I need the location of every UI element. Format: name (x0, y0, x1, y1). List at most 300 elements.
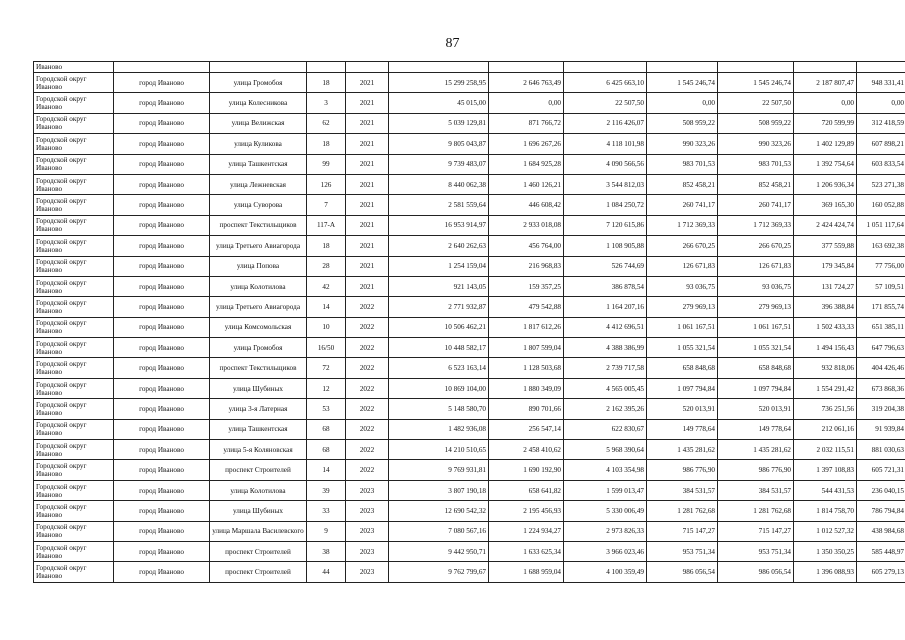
amount-2-cell: 2 458 410,62 (489, 440, 564, 460)
city-cell: город Иваново (114, 113, 210, 133)
street-cell: улица Колесникова (210, 93, 307, 113)
amount-2-cell: 658 641,82 (489, 480, 564, 500)
municipality-cell: Городской округ Иваново (34, 215, 114, 235)
empty-cell (210, 62, 307, 73)
amount-3-cell: 622 830,67 (564, 419, 647, 439)
street-cell: улица Третьего Авиагорода (210, 236, 307, 256)
amount-2-cell: 2 933 018,08 (489, 215, 564, 235)
amount-2-cell: 1 128 503,68 (489, 358, 564, 378)
municipality-cell: Иваново (34, 62, 114, 73)
city-cell: город Иваново (114, 236, 210, 256)
empty-cell (389, 62, 489, 73)
street-cell: улица Суворова (210, 195, 307, 215)
amount-4-cell: 1 061 167,51 (647, 317, 718, 337)
amount-6-cell: 0,00 (794, 93, 857, 113)
total-cost-cell: 45 015,00 (389, 93, 489, 113)
amount-7-cell: 647 796,63 (857, 338, 905, 358)
municipality-cell: Городской округ Иваново (34, 256, 114, 276)
house-number-cell: 10 (307, 317, 346, 337)
city-cell: город Иваново (114, 215, 210, 235)
municipality-cell: Городской округ Иваново (34, 440, 114, 460)
city-cell: город Иваново (114, 440, 210, 460)
city-cell: город Иваново (114, 195, 210, 215)
amount-3-cell: 6 425 663,10 (564, 73, 647, 93)
total-cost-cell: 921 143,05 (389, 276, 489, 296)
total-cost-cell: 10 869 104,00 (389, 378, 489, 398)
table-row (34, 440, 905, 460)
street-cell: улица Попова (210, 256, 307, 276)
amount-2-cell: 1 633 625,34 (489, 541, 564, 561)
amount-4-cell: 266 670,25 (647, 236, 718, 256)
table-row (34, 73, 905, 93)
table-row (34, 297, 905, 317)
year-cell: 2023 (346, 521, 389, 541)
amount-5-cell: 953 751,34 (718, 541, 794, 561)
municipality-cell: Городской округ Иваново (34, 276, 114, 296)
amount-5-cell: 22 507,50 (718, 93, 794, 113)
year-cell: 2022 (346, 440, 389, 460)
amount-3-cell: 4 100 359,49 (564, 562, 647, 582)
amount-2-cell: 1 684 925,28 (489, 154, 564, 174)
house-number-cell: 62 (307, 113, 346, 133)
amount-2-cell: 446 608,42 (489, 195, 564, 215)
amount-2-cell: 0,00 (489, 93, 564, 113)
table-row (34, 93, 905, 113)
amount-4-cell: 715 147,27 (647, 521, 718, 541)
municipality-cell: Городской округ Иваново (34, 338, 114, 358)
amount-7-cell: 603 833,54 (857, 154, 905, 174)
amount-2-cell: 1 696 267,26 (489, 134, 564, 154)
house-number-cell: 39 (307, 480, 346, 500)
table-row (34, 195, 905, 215)
street-cell: улица 3-я Латерная (210, 399, 307, 419)
municipality-cell: Городской округ Иваново (34, 460, 114, 480)
table-row (34, 358, 905, 378)
city-cell: город Иваново (114, 93, 210, 113)
amount-2-cell: 159 357,25 (489, 276, 564, 296)
city-cell: город Иваново (114, 134, 210, 154)
municipality-cell: Городской округ Иваново (34, 399, 114, 419)
house-number-cell: 38 (307, 541, 346, 561)
municipality-cell: Городской округ Иваново (34, 480, 114, 500)
city-cell: город Иваново (114, 276, 210, 296)
amount-7-cell: 312 418,59 (857, 113, 905, 133)
year-cell: 2022 (346, 460, 389, 480)
amount-6-cell: 179 345,84 (794, 256, 857, 276)
amount-4-cell: 508 959,22 (647, 113, 718, 133)
street-cell: проспект Строителей (210, 562, 307, 582)
amount-7-cell: 319 204,38 (857, 399, 905, 419)
table-row (34, 276, 905, 296)
amount-5-cell: 1 545 246,74 (718, 73, 794, 93)
amount-7-cell: 163 692,38 (857, 236, 905, 256)
amount-6-cell: 736 251,56 (794, 399, 857, 419)
house-number-cell: 44 (307, 562, 346, 582)
table-row (34, 460, 905, 480)
house-number-cell: 68 (307, 419, 346, 439)
year-cell: 2023 (346, 501, 389, 521)
amount-4-cell: 384 531,57 (647, 480, 718, 500)
amount-3-cell: 4 090 566,56 (564, 154, 647, 174)
total-cost-cell: 6 523 163,14 (389, 358, 489, 378)
amount-5-cell: 1 061 167,51 (718, 317, 794, 337)
amount-7-cell: 651 385,11 (857, 317, 905, 337)
amount-7-cell: 523 271,38 (857, 174, 905, 194)
amount-5-cell: 266 670,25 (718, 236, 794, 256)
municipality-cell: Городской округ Иваново (34, 174, 114, 194)
total-cost-cell: 9 805 043,87 (389, 134, 489, 154)
amount-3-cell: 4 388 386,99 (564, 338, 647, 358)
amount-4-cell: 658 848,68 (647, 358, 718, 378)
amount-6-cell: 932 818,06 (794, 358, 857, 378)
total-cost-cell: 1 482 936,08 (389, 419, 489, 439)
amount-4-cell: 260 741,17 (647, 195, 718, 215)
table-row (34, 338, 905, 358)
table-row (34, 236, 905, 256)
municipality-cell: Городской округ Иваново (34, 113, 114, 133)
street-cell: проспект Строителей (210, 541, 307, 561)
amount-7-cell: 607 898,21 (857, 134, 905, 154)
table-row (34, 399, 905, 419)
year-cell: 2022 (346, 358, 389, 378)
total-cost-cell: 9 442 950,71 (389, 541, 489, 561)
amount-5-cell: 852 458,21 (718, 174, 794, 194)
amount-2-cell: 1 690 192,90 (489, 460, 564, 480)
amount-5-cell: 384 531,57 (718, 480, 794, 500)
year-cell: 2021 (346, 256, 389, 276)
amount-5-cell: 520 013,91 (718, 399, 794, 419)
amount-7-cell: 948 331,41 (857, 73, 905, 93)
amount-4-cell: 279 969,13 (647, 297, 718, 317)
year-cell: 2021 (346, 73, 389, 93)
empty-cell (307, 62, 346, 73)
table-row (34, 154, 905, 174)
amount-7-cell: 438 984,68 (857, 521, 905, 541)
amount-5-cell: 986 776,90 (718, 460, 794, 480)
municipality-cell: Городской округ Иваново (34, 317, 114, 337)
amount-4-cell: 0,00 (647, 93, 718, 113)
amount-6-cell: 1 397 108,83 (794, 460, 857, 480)
empty-cell (564, 62, 647, 73)
amount-7-cell: 171 855,74 (857, 297, 905, 317)
table-row (34, 134, 905, 154)
amount-5-cell: 1 055 321,54 (718, 338, 794, 358)
amount-7-cell: 236 040,15 (857, 480, 905, 500)
amount-7-cell: 585 448,97 (857, 541, 905, 561)
street-cell: улица Шубиных (210, 501, 307, 521)
city-cell: город Иваново (114, 154, 210, 174)
amount-7-cell: 881 030,63 (857, 440, 905, 460)
street-cell: улица Куликова (210, 134, 307, 154)
street-cell: улица Колотилова (210, 480, 307, 500)
house-number-cell: 53 (307, 399, 346, 419)
amount-4-cell: 852 458,21 (647, 174, 718, 194)
city-cell: город Иваново (114, 562, 210, 582)
empty-cell (489, 62, 564, 73)
street-cell: улица Ташкентская (210, 419, 307, 439)
city-cell: город Иваново (114, 338, 210, 358)
city-cell: город Иваново (114, 317, 210, 337)
table-row (34, 256, 905, 276)
total-cost-cell: 10 506 462,21 (389, 317, 489, 337)
amount-5-cell: 126 671,83 (718, 256, 794, 276)
municipality-cell: Городской округ Иваново (34, 521, 114, 541)
amount-5-cell: 1 281 762,68 (718, 501, 794, 521)
amount-2-cell: 1 460 126,21 (489, 174, 564, 194)
city-cell: город Иваново (114, 256, 210, 276)
amount-2-cell: 456 764,00 (489, 236, 564, 256)
city-cell: город Иваново (114, 541, 210, 561)
street-cell: улица Велижская (210, 113, 307, 133)
amount-6-cell: 1 396 088,93 (794, 562, 857, 582)
amount-7-cell: 673 868,36 (857, 378, 905, 398)
amount-6-cell: 2 424 424,74 (794, 215, 857, 235)
amount-4-cell: 1 712 369,33 (647, 215, 718, 235)
house-number-cell: 117-А (307, 215, 346, 235)
amount-6-cell: 1 502 433,33 (794, 317, 857, 337)
amount-2-cell: 2 195 456,93 (489, 501, 564, 521)
amount-4-cell: 1 435 281,62 (647, 440, 718, 460)
amount-4-cell: 983 701,53 (647, 154, 718, 174)
amount-6-cell: 720 599,99 (794, 113, 857, 133)
house-number-cell: 18 (307, 236, 346, 256)
street-cell: улица Комсомольская (210, 317, 307, 337)
year-cell: 2022 (346, 399, 389, 419)
table-row (34, 378, 905, 398)
empty-cell (857, 62, 905, 73)
year-cell: 2022 (346, 338, 389, 358)
street-cell: улица Громобоя (210, 73, 307, 93)
amount-2-cell: 1 224 934,27 (489, 521, 564, 541)
total-cost-cell: 10 448 582,17 (389, 338, 489, 358)
amount-7-cell: 605 721,31 (857, 460, 905, 480)
amount-4-cell: 1 097 794,84 (647, 378, 718, 398)
amount-7-cell: 1 051 117,64 (857, 215, 905, 235)
amount-3-cell: 5 968 390,64 (564, 440, 647, 460)
amount-5-cell: 715 147,27 (718, 521, 794, 541)
municipality-cell: Городской округ Иваново (34, 134, 114, 154)
year-cell: 2021 (346, 236, 389, 256)
total-cost-cell: 5 039 129,81 (389, 113, 489, 133)
page-number: 87 (445, 36, 460, 51)
table-row (34, 317, 905, 337)
house-number-cell: 18 (307, 73, 346, 93)
amount-3-cell: 1 108 905,88 (564, 236, 647, 256)
amount-3-cell: 4 103 354,98 (564, 460, 647, 480)
total-cost-cell: 14 210 510,65 (389, 440, 489, 460)
city-cell: город Иваново (114, 174, 210, 194)
amount-5-cell: 1 097 794,84 (718, 378, 794, 398)
amount-6-cell: 377 559,88 (794, 236, 857, 256)
amount-4-cell: 1 545 246,74 (647, 73, 718, 93)
amount-4-cell: 953 751,34 (647, 541, 718, 561)
amount-7-cell: 0,00 (857, 93, 905, 113)
year-cell: 2021 (346, 195, 389, 215)
house-number-cell: 3 (307, 93, 346, 113)
amount-3-cell: 386 878,54 (564, 276, 647, 296)
amount-6-cell: 544 431,53 (794, 480, 857, 500)
amount-2-cell: 1 880 349,09 (489, 378, 564, 398)
house-number-cell: 99 (307, 154, 346, 174)
house-number-cell: 126 (307, 174, 346, 194)
total-cost-cell: 9 762 799,67 (389, 562, 489, 582)
city-cell: город Иваново (114, 399, 210, 419)
municipality-cell: Городской округ Иваново (34, 73, 114, 93)
street-cell: улица Громобоя (210, 338, 307, 358)
amount-6-cell: 131 724,27 (794, 276, 857, 296)
table-row (34, 541, 905, 561)
municipality-cell: Городской округ Иваново (34, 236, 114, 256)
amount-4-cell: 93 036,75 (647, 276, 718, 296)
table-row (34, 562, 905, 582)
amount-2-cell: 479 542,88 (489, 297, 564, 317)
amount-2-cell: 871 766,72 (489, 113, 564, 133)
table-row (34, 521, 905, 541)
amount-5-cell: 279 969,13 (718, 297, 794, 317)
street-cell: улица Маршала Василевского (210, 521, 307, 541)
amount-5-cell: 508 959,22 (718, 113, 794, 133)
amount-3-cell: 526 744,69 (564, 256, 647, 276)
municipality-cell: Городской округ Иваново (34, 541, 114, 561)
house-number-cell: 16/50 (307, 338, 346, 358)
total-cost-cell: 7 080 567,16 (389, 521, 489, 541)
house-number-cell: 14 (307, 297, 346, 317)
total-cost-cell: 3 807 190,18 (389, 480, 489, 500)
municipality-cell: Городской округ Иваново (34, 501, 114, 521)
city-cell: город Иваново (114, 419, 210, 439)
municipality-cell: Городской округ Иваново (34, 378, 114, 398)
amount-2-cell: 1 688 959,04 (489, 562, 564, 582)
city-cell: город Иваново (114, 378, 210, 398)
city-cell: город Иваново (114, 460, 210, 480)
amount-2-cell: 1 807 599,04 (489, 338, 564, 358)
amount-5-cell: 986 056,54 (718, 562, 794, 582)
amount-5-cell: 990 323,26 (718, 134, 794, 154)
amount-7-cell: 91 939,84 (857, 419, 905, 439)
year-cell: 2022 (346, 317, 389, 337)
total-cost-cell: 15 299 258,95 (389, 73, 489, 93)
amount-5-cell: 93 036,75 (718, 276, 794, 296)
amount-5-cell: 658 848,68 (718, 358, 794, 378)
table-row (34, 62, 905, 73)
amount-6-cell: 1 554 291,42 (794, 378, 857, 398)
amount-3-cell: 2 739 717,58 (564, 358, 647, 378)
amount-6-cell: 369 165,30 (794, 195, 857, 215)
amount-5-cell: 1 712 369,33 (718, 215, 794, 235)
street-cell: улица Шубиных (210, 378, 307, 398)
total-cost-cell: 16 953 914,97 (389, 215, 489, 235)
year-cell: 2022 (346, 297, 389, 317)
street-cell: проспект Текстильщиков (210, 215, 307, 235)
year-cell: 2021 (346, 93, 389, 113)
empty-cell (346, 62, 389, 73)
municipality-cell: Городской округ Иваново (34, 297, 114, 317)
amount-4-cell: 986 056,54 (647, 562, 718, 582)
amount-3-cell: 2 973 826,33 (564, 521, 647, 541)
house-number-cell: 72 (307, 358, 346, 378)
street-cell: улица Ташкентская (210, 154, 307, 174)
year-cell: 2023 (346, 541, 389, 561)
table-row (34, 501, 905, 521)
amount-4-cell: 149 778,64 (647, 419, 718, 439)
amount-3-cell: 3 544 812,03 (564, 174, 647, 194)
total-cost-cell: 1 254 159,04 (389, 256, 489, 276)
year-cell: 2023 (346, 562, 389, 582)
amount-3-cell: 4 565 005,45 (564, 378, 647, 398)
municipality-cell: Городской округ Иваново (34, 195, 114, 215)
empty-cell (718, 62, 794, 73)
amount-6-cell: 1 814 758,70 (794, 501, 857, 521)
total-cost-cell: 2 771 932,87 (389, 297, 489, 317)
table-row (34, 174, 905, 194)
total-cost-cell: 2 581 559,64 (389, 195, 489, 215)
amount-2-cell: 256 547,14 (489, 419, 564, 439)
city-cell: город Иваново (114, 480, 210, 500)
city-cell: город Иваново (114, 521, 210, 541)
amount-2-cell: 2 646 763,49 (489, 73, 564, 93)
house-number-cell: 42 (307, 276, 346, 296)
total-cost-cell: 8 440 062,38 (389, 174, 489, 194)
city-cell: город Иваново (114, 501, 210, 521)
amount-3-cell: 2 162 395,26 (564, 399, 647, 419)
year-cell: 2021 (346, 174, 389, 194)
amount-3-cell: 2 116 426,07 (564, 113, 647, 133)
year-cell: 2021 (346, 276, 389, 296)
house-number-cell: 18 (307, 134, 346, 154)
amount-4-cell: 1 281 762,68 (647, 501, 718, 521)
amount-2-cell: 216 968,83 (489, 256, 564, 276)
street-cell: улица Колотилова (210, 276, 307, 296)
amount-4-cell: 986 776,90 (647, 460, 718, 480)
city-cell: город Иваново (114, 358, 210, 378)
year-cell: 2023 (346, 480, 389, 500)
amount-3-cell: 4 412 696,51 (564, 317, 647, 337)
house-number-cell: 7 (307, 195, 346, 215)
year-cell: 2021 (346, 215, 389, 235)
year-cell: 2021 (346, 134, 389, 154)
total-cost-cell: 9 739 483,07 (389, 154, 489, 174)
municipality-cell: Городской округ Иваново (34, 154, 114, 174)
amount-2-cell: 890 701,66 (489, 399, 564, 419)
year-cell: 2021 (346, 154, 389, 174)
amount-3-cell: 4 118 101,98 (564, 134, 647, 154)
house-number-cell: 12 (307, 378, 346, 398)
amount-5-cell: 983 701,53 (718, 154, 794, 174)
amount-6-cell: 1 392 754,64 (794, 154, 857, 174)
amount-3-cell: 1 599 013,47 (564, 480, 647, 500)
amount-5-cell: 260 741,17 (718, 195, 794, 215)
table-row (34, 215, 905, 235)
amount-4-cell: 126 671,83 (647, 256, 718, 276)
year-cell: 2022 (346, 378, 389, 398)
amount-6-cell: 1 402 129,89 (794, 134, 857, 154)
amount-6-cell: 1 350 350,25 (794, 541, 857, 561)
amount-6-cell: 212 061,16 (794, 419, 857, 439)
table-body (34, 62, 905, 583)
total-cost-cell: 9 769 931,81 (389, 460, 489, 480)
house-number-cell: 28 (307, 256, 346, 276)
amount-7-cell: 57 109,51 (857, 276, 905, 296)
amount-7-cell: 160 052,88 (857, 195, 905, 215)
total-cost-cell: 12 690 542,32 (389, 501, 489, 521)
empty-cell (794, 62, 857, 73)
amount-2-cell: 1 817 612,26 (489, 317, 564, 337)
house-number-cell: 33 (307, 501, 346, 521)
total-cost-cell: 5 148 580,70 (389, 399, 489, 419)
street-cell: проспект Строителей (210, 460, 307, 480)
city-cell: город Иваново (114, 73, 210, 93)
municipality-cell: Городской округ Иваново (34, 419, 114, 439)
